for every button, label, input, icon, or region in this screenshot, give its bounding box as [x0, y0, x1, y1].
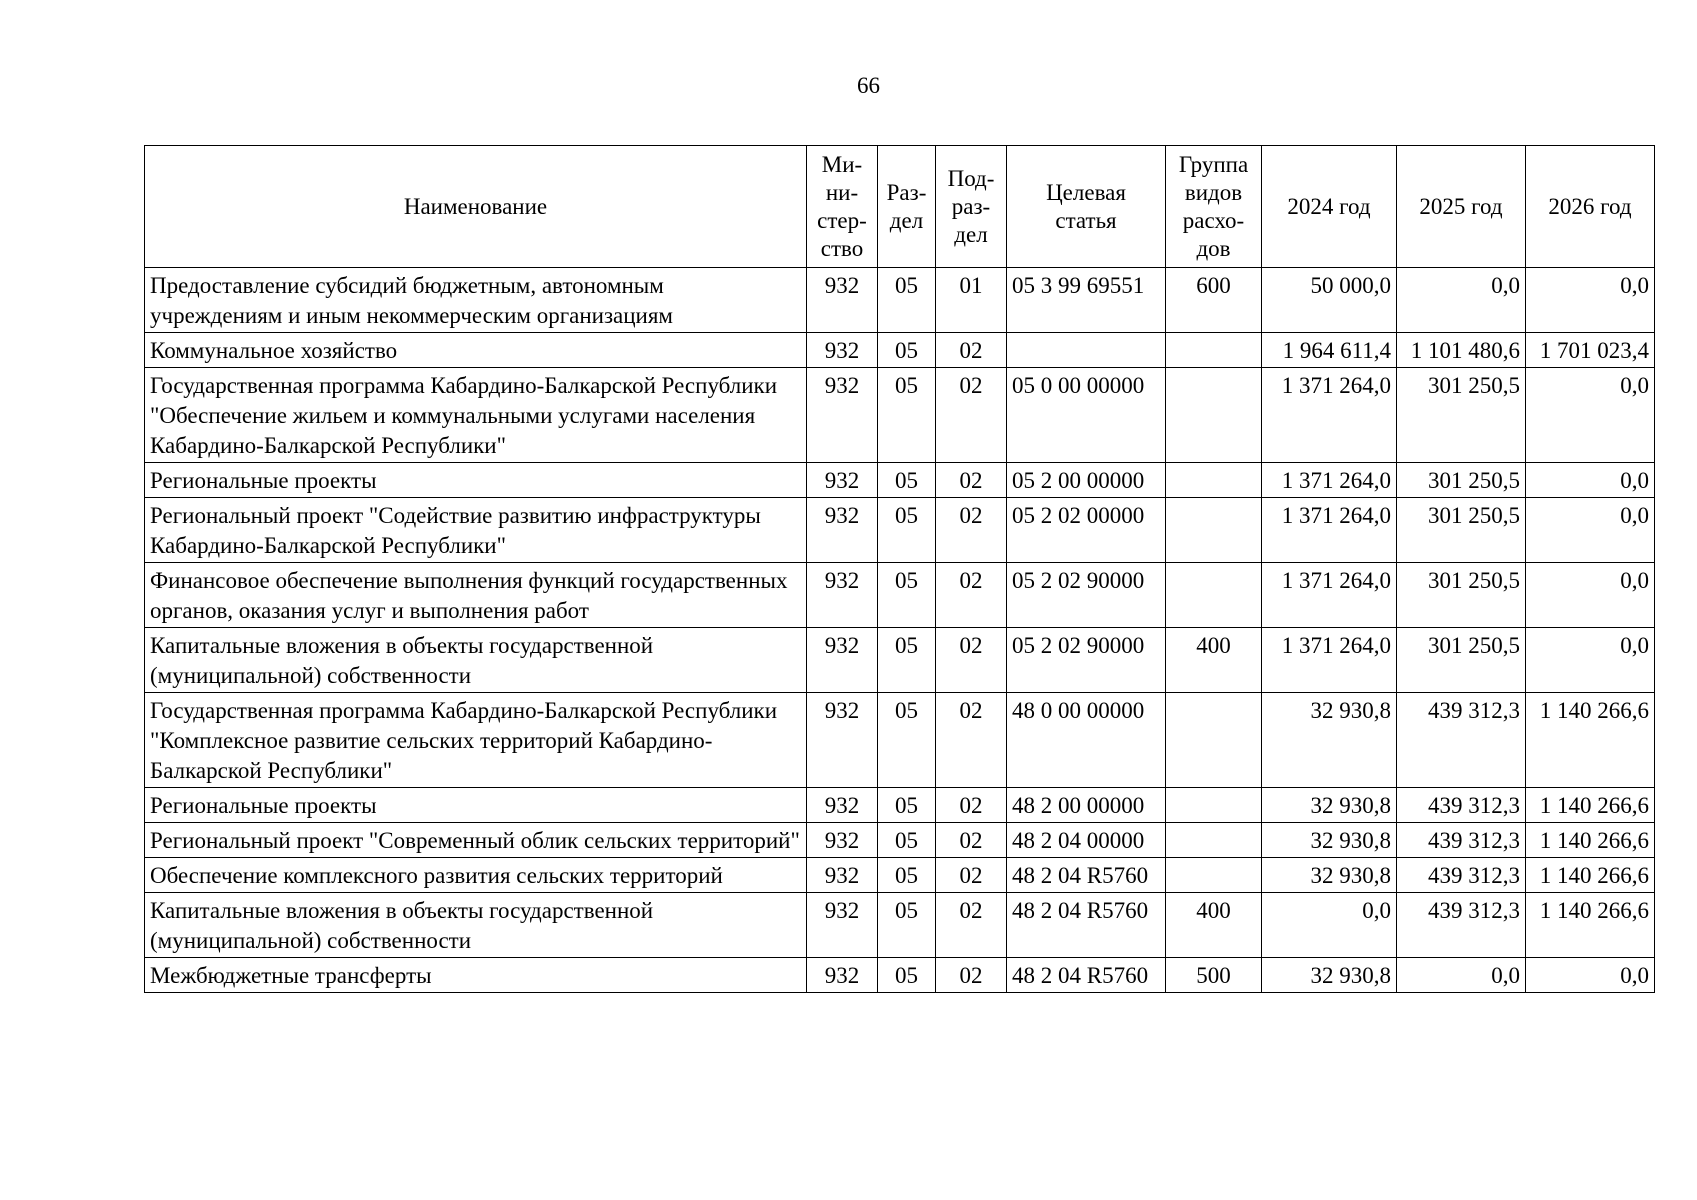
cell-2026: 0,0 [1526, 958, 1655, 993]
cell-2024: 1 371 264,0 [1262, 628, 1397, 693]
cell-ministry: 932 [807, 693, 878, 788]
cell-2025: 0,0 [1397, 268, 1526, 333]
cell-subsection: 01 [936, 268, 1007, 333]
cell-2024: 1 371 264,0 [1262, 498, 1397, 563]
cell-section: 05 [878, 268, 936, 333]
cell-subsection: 02 [936, 788, 1007, 823]
cell-2025: 439 312,3 [1397, 858, 1526, 893]
cell-2026: 0,0 [1526, 368, 1655, 463]
cell-expense-group [1166, 563, 1262, 628]
cell-2026: 1 701 023,4 [1526, 333, 1655, 368]
cell-2024: 32 930,8 [1262, 823, 1397, 858]
cell-expense-group: 600 [1166, 268, 1262, 333]
cell-article: 48 2 04 R5760 [1007, 858, 1166, 893]
cell-2024: 32 930,8 [1262, 693, 1397, 788]
cell-ministry: 932 [807, 628, 878, 693]
cell-article: 05 2 02 00000 [1007, 498, 1166, 563]
cell-ministry: 932 [807, 788, 878, 823]
table-row [145, 788, 1655, 823]
cell-subsection: 02 [936, 463, 1007, 498]
cell-section: 05 [878, 498, 936, 563]
cell-subsection: 02 [936, 498, 1007, 563]
cell-2025: 301 250,5 [1397, 563, 1526, 628]
table-row [145, 858, 1655, 893]
cell-section: 05 [878, 693, 936, 788]
cell-expense-group [1166, 333, 1262, 368]
cell-expense-group [1166, 788, 1262, 823]
cell-2025: 439 312,3 [1397, 788, 1526, 823]
cell-expense-group [1166, 823, 1262, 858]
cell-article: 05 2 00 00000 [1007, 463, 1166, 498]
cell-article: 05 3 99 69551 [1007, 268, 1166, 333]
cell-subsection: 02 [936, 823, 1007, 858]
budget-table [144, 145, 1655, 993]
cell-section: 05 [878, 893, 936, 958]
cell-section: 05 [878, 368, 936, 463]
cell-subsection: 02 [936, 858, 1007, 893]
cell-article: 05 2 02 90000 [1007, 628, 1166, 693]
cell-2025: 439 312,3 [1397, 693, 1526, 788]
header-year-2025: 2025 год [1397, 146, 1526, 268]
header-year-2024: 2024 год [1262, 146, 1397, 268]
cell-name: Обеспечение комплексного развития сельских территорий [145, 858, 807, 893]
table-row [145, 333, 1655, 368]
cell-article: 05 2 02 90000 [1007, 563, 1166, 628]
cell-subsection: 02 [936, 893, 1007, 958]
cell-subsection: 02 [936, 693, 1007, 788]
cell-article: 05 0 00 00000 [1007, 368, 1166, 463]
cell-ministry: 932 [807, 498, 878, 563]
cell-subsection: 02 [936, 563, 1007, 628]
cell-2026: 1 140 266,6 [1526, 823, 1655, 858]
cell-2025: 439 312,3 [1397, 893, 1526, 958]
cell-2024: 1 371 264,0 [1262, 563, 1397, 628]
cell-2025: 1 101 480,6 [1397, 333, 1526, 368]
cell-name: Региональные проекты [145, 463, 807, 498]
cell-2026: 0,0 [1526, 463, 1655, 498]
cell-name: Коммунальное хозяйство [145, 333, 807, 368]
cell-2024: 1 964 611,4 [1262, 333, 1397, 368]
header-year-2026: 2026 год [1526, 146, 1655, 268]
cell-2026: 1 140 266,6 [1526, 893, 1655, 958]
cell-section: 05 [878, 823, 936, 858]
cell-2026: 0,0 [1526, 498, 1655, 563]
cell-2026: 1 140 266,6 [1526, 693, 1655, 788]
cell-ministry: 932 [807, 463, 878, 498]
cell-ministry: 932 [807, 268, 878, 333]
cell-expense-group: 400 [1166, 893, 1262, 958]
cell-name: Региональные проекты [145, 788, 807, 823]
cell-section: 05 [878, 858, 936, 893]
cell-2025: 301 250,5 [1397, 368, 1526, 463]
page-number: 66 [857, 73, 880, 98]
cell-subsection: 02 [936, 368, 1007, 463]
cell-2025: 439 312,3 [1397, 823, 1526, 858]
header-article: Целевая статья [1007, 146, 1166, 268]
cell-2024: 0,0 [1262, 893, 1397, 958]
cell-article: 48 2 04 R5760 [1007, 893, 1166, 958]
table-row [145, 693, 1655, 788]
cell-ministry: 932 [807, 858, 878, 893]
cell-2025: 0,0 [1397, 958, 1526, 993]
table-row [145, 823, 1655, 858]
cell-section: 05 [878, 463, 936, 498]
cell-section: 05 [878, 628, 936, 693]
table-row [145, 268, 1655, 333]
table-row [145, 368, 1655, 463]
cell-ministry: 932 [807, 958, 878, 993]
cell-2026: 0,0 [1526, 628, 1655, 693]
cell-expense-group [1166, 463, 1262, 498]
cell-name: Межбюджетные трансферты [145, 958, 807, 993]
header-ministry: Ми- ни- стер- ство [807, 146, 878, 268]
cell-2024: 1 371 264,0 [1262, 368, 1397, 463]
cell-2024: 1 371 264,0 [1262, 463, 1397, 498]
table-header-row [145, 146, 1655, 268]
table-row [145, 463, 1655, 498]
cell-section: 05 [878, 958, 936, 993]
cell-expense-group [1166, 498, 1262, 563]
cell-article [1007, 333, 1166, 368]
cell-expense-group [1166, 858, 1262, 893]
cell-article: 48 2 04 R5760 [1007, 958, 1166, 993]
cell-name: Государственная программа Кабардино-Балкарской Республики "Обеспечение жильем и коммунальными услугами населения Кабардино-Балкарской Республики" [145, 368, 807, 463]
table-row [145, 893, 1655, 958]
cell-subsection: 02 [936, 333, 1007, 368]
cell-name: Региональный проект "Содействие развитию инфраструктуры Кабардино-Балкарской Республики" [145, 498, 807, 563]
cell-article: 48 2 00 00000 [1007, 788, 1166, 823]
cell-2024: 32 930,8 [1262, 858, 1397, 893]
table-row [145, 563, 1655, 628]
cell-article: 48 2 04 00000 [1007, 823, 1166, 858]
cell-2025: 301 250,5 [1397, 463, 1526, 498]
cell-expense-group: 400 [1166, 628, 1262, 693]
table-row [145, 628, 1655, 693]
header-name: Наименование [145, 146, 807, 268]
cell-2024: 32 930,8 [1262, 958, 1397, 993]
cell-2025: 301 250,5 [1397, 498, 1526, 563]
cell-expense-group: 500 [1166, 958, 1262, 993]
cell-subsection: 02 [936, 958, 1007, 993]
cell-section: 05 [878, 333, 936, 368]
cell-ministry: 932 [807, 368, 878, 463]
cell-ministry: 932 [807, 893, 878, 958]
cell-ministry: 932 [807, 823, 878, 858]
cell-ministry: 932 [807, 563, 878, 628]
header-subsection: Под- раз- дел [936, 146, 1007, 268]
cell-name: Региональный проект "Современный облик сельских территорий" [145, 823, 807, 858]
cell-section: 05 [878, 563, 936, 628]
cell-expense-group [1166, 368, 1262, 463]
cell-name: Финансовое обеспечение выполнения функций государственных органов, оказания услуг и выполнения работ [145, 563, 807, 628]
cell-2025: 301 250,5 [1397, 628, 1526, 693]
cell-expense-group [1166, 693, 1262, 788]
header-expense-group: Группа видов расхо- дов [1166, 146, 1262, 268]
table-row [145, 498, 1655, 563]
cell-2026: 1 140 266,6 [1526, 788, 1655, 823]
cell-subsection: 02 [936, 628, 1007, 693]
cell-2024: 50 000,0 [1262, 268, 1397, 333]
cell-2026: 0,0 [1526, 563, 1655, 628]
cell-name: Предоставление субсидий бюджетным, автономным учреждениям и иным некоммерческим организациям [145, 268, 807, 333]
cell-article: 48 0 00 00000 [1007, 693, 1166, 788]
cell-name: Государственная программа Кабардино-Балкарской Республики "Комплексное развитие сельских территорий Кабардино-Балкарской Республики" [145, 693, 807, 788]
cell-ministry: 932 [807, 333, 878, 368]
cell-name: Капитальные вложения в объекты государственной (муниципальной) собственности [145, 893, 807, 958]
cell-2026: 0,0 [1526, 268, 1655, 333]
cell-2026: 1 140 266,6 [1526, 858, 1655, 893]
cell-2024: 32 930,8 [1262, 788, 1397, 823]
cell-name: Капитальные вложения в объекты государственной (муниципальной) собственности [145, 628, 807, 693]
header-section: Раз- дел [878, 146, 936, 268]
cell-section: 05 [878, 788, 936, 823]
table-row [145, 958, 1655, 993]
